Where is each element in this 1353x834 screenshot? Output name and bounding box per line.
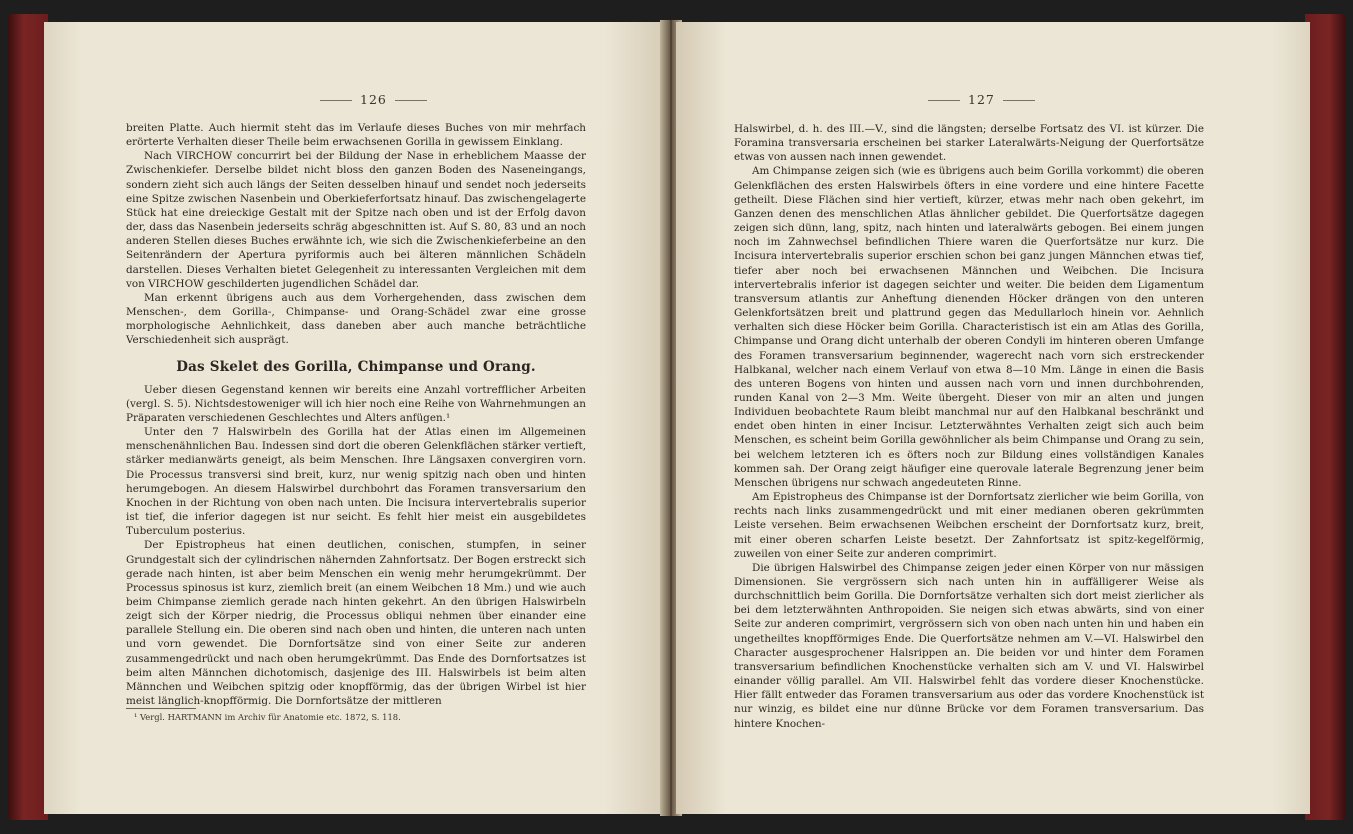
left-page [44, 22, 666, 814]
paragraph: Man erkennt übrigens auch aus dem Vorhergehenden, dass zwischen dem Menschen-, dem Gorilla-, Chimpanse- und Orang-Schädel zwar eine grosse morphologische Aehnlichkeit, dass daneben aber auch manche beträchtliche Verschiedenheit sich ausprägt. [126, 291, 586, 347]
paragraph: breiten Platte. Auch hiermit steht das im Verlaufe dieses Buches von mir mehrfach erörterte Verhalten dieser Theile beim erwachsenen Gorilla in gewissem Einklang. [126, 122, 586, 149]
paragraph: Nach VIRCHOW concurrirt bei der Bildung der Nase in erheblichem Maasse der Zwischenkiefer. Derselbe bildet nicht bloss den ganzen Boden des Naseneingangs, sondern zieht sich auch längs der Seiten desselben hinauf und sendet noch jederseits eine Spitze zwischen Nasenbein und Oberkieferfortsatz hinauf. Das zwischengelagerte Stück hat eine dreieckige Gestalt mit der Spitze nach oben und ist der Erfolg davon der, dass das Nasenbein jederseits schräg abgeschnitten ist. Auf S. 80, 83 und an noch anderen Stellen dieses Buches erwähnte ich, wie sich die Zwischenkieferbeine an den Seitenrändern der Apertura pyriformis auch bei älteren männlichen Schädeln darstellen. Dieses Verhalten bietet Gelegenheit zu interessanten Vergleichen mit dem von VIRCHOW geschilderten jugendlichen Schädel dar. [126, 150, 586, 290]
right-page-number: 127 [920, 92, 1043, 107]
right-page [676, 22, 1310, 814]
left-page-number: 126 [312, 92, 435, 107]
right-page-body [734, 122, 1204, 731]
book-cover-right [1305, 14, 1345, 820]
paragraph: Am Chimpanse zeigen sich (wie es übrigens auch beim Gorilla vorkommt) die oberen Gelenkflächen des ersten Halswirbels öfters in eine vordere und eine hintere Facette getheilt. Diese Flächen sind hier vertieft, kürzer, etwas mehr nach oben gekehrt, im Ganzen denen des menschlichen Atlas ähnlicher gebildet. Die Querfortsätze dagegen zeigen sich dünn, lang, spitz, nach hinten und lateralwärts gebogen. Bei einem jungen noch im Zahnwechsel befindlichen Thiere waren die Querfortsätze nur kurz. Die Incisura intervertebralis superior erschien schon bei ganz jungen Männchen etwas tief, tiefer aber noch bei erwachsenen Männchen und Weibchen. Die Incisura intervertebralis inferior ist dagegen seichter und weiter. Die beiden dem Ligamentum transversum atlantis zur Anheftung dienenden Höcker drängen von den unteren Gelenkfortsätzen breit und plattrund gegen das Medullarloch hinein vor. Aehnlich verhalten sich diese Höcker beim Gorilla. Characteristisch ist ein am Atlas des Gorilla, Chimpanse und Orang dicht unterhalb der oberen Condyli im hinteren oberen Umfange des Foramen transversarium beginnender, wagerecht nach vorn sich erstreckender Halbkanal, welcher nach einem Verlauf von etwa 8—10 Mm. Länge in einen die Basis des unteren Bogens von hinten und aussen nach vorn und innen durchbohrenden, runden Kanal von 2—3 Mm. Weite übergeht. Dieser von mir an alten und jungen Individuen beobachtete Raum bleibt manchmal nur auf den Halbkanal beschränkt und endet oben hinten in einer Incisur. Letzterwähntes Verhalten zeigt sich auch beim Menschen, es scheint beim Gorilla gewöhnlicher als beim Chimpanse und Orang zu sein, bei welchem letzteren ich es öfters noch zur Bildung eines vollständigen Kanales kommen sah. Der Orang zeigt häufiger eine querovale laterale Begrenzung jener beim Menschen übrigens nur schwach angedeuteten Rinne. [734, 165, 1204, 489]
paragraph: Der Epistropheus hat einen deutlichen, conischen, stumpfen, in seiner Grundgestalt sich der cylindrischen nähernden Zahnfortsatz. Der Bogen erstreckt sich gerade nach hinten, ist aber beim Menschen ein wenig mehr herumgekrümmt. Der Processus spinosus ist kurz, ziemlich breit (an einem Weibchen 18 Mm.) und wie auch beim Chimpanse ziemlich gerade nach hinten gekehrt. An den übrigen Halswirbeln zeigt sich der Körper niedrig, die Processus obliqui nehmen über einander eine parallele Stellung ein. Die oberen sind nach oben und hinten, die unteren nach unten und vorn gewendet. Die Dornfortsätze sind von einer Seite zur anderen zusammengedrückt und nach oben herumgekrümmt. Das Ende des Dornfortsatzes ist beim alten Männchen dichotomisch, dasjenige des III. Halswirbels ist beim alten Männchen und Weibchen spitzig oder knopfförmig, das der übrigen Wirbel ist hier meist länglich-knopfförmig. Die Dornfortsätze der mittleren [126, 539, 586, 708]
paragraph: Die übrigen Halswirbel des Chimpanse zeigen jeder einen Körper von nur mässigen Dimensionen. Sie vergrössern sich nach unten hin in auffälligerer Weise als durchschnittlich beim Gorilla. Die Dornfortsätze verhalten sich dort meist zierlicher als bei dem letzterwähnten Anthropoiden. Sie neigen sich etwas abwärts, sind von einer Seite zur anderen comprimirt, vergrössern sich von oben nach unten hin und haben ein ungetheiltes knopfförmiges Ende. Die Querfortsätze nehmen am V.—VI. Halswirbel den Character ausgesprochener Halsrippen an. Die beiden vor und hinter dem Foramen transversarium befindlichen Knochenstücke verhalten sich am V. und VI. Halswirbel einander völlig parallel. Am VII. Halswirbel fehlt das vordere dieser Knochenstücke. Hier fällt entweder das Foramen transversarium aus oder das vordere Knochenstück ist nur winzig, es bildet eine nur dünne Brücke vor dem Foramen transversarium. Das hintere Knochen- [734, 561, 1204, 730]
paragraph: Unter den 7 Halswirbeln des Gorilla hat der Atlas einen im Allgemeinen menschenähnlichen Bau. Indessen sind dort die oberen Gelenkflächen stärker vertieft, stärker medianwärts geneigt, als beim Menschen. Ihre Längsaxen convergiren vorn. Die Processus transversi sind breit, kurz, nur wenig spitzig nach oben und hinten herumgebogen. An diesem Halswirbel durchbohrt das Foramen transversarium den Knochen in der Richtung von oben nach unten. Die Incisura intervertebralis superior ist tief, die inferior dagegen ist nur seicht. Es fehlt hier meist ein ausgebildetes Tuberculum posterius. [126, 426, 586, 538]
section-heading: Das Skelet des Gorilla, Chimpanse und Orang. [176, 358, 536, 375]
book-cover-left [8, 14, 48, 820]
paragraph: Halswirbel, d. h. des III.—V., sind die längsten; derselbe Fortsatz des VI. ist kürzer. Die Foramina transversaria erscheinen bei starker Lateralwärts-Neigung der Querfortsätze etwas von aussen nach innen gewendet. [734, 123, 1204, 164]
footnote: ¹ Vergl. HARTMANN im Archiv für Anatomie etc. 1872, S. 118. [134, 712, 401, 722]
paragraph: Ueber diesen Gegenstand kennen wir bereits eine Anzahl vortrefflicher Arbeiten (vergl. S. 5). Nichtsdestoweniger will ich hier noch eine Reihe von Wahrnehmungen an Präparaten verschiedenen Geschlechtes und Alters anfügen.¹ [126, 383, 586, 424]
paragraph: Am Epistropheus des Chimpanse ist der Dornfortsatz zierlicher wie beim Gorilla, von rechts nach links zusammengedrückt und mit einer medianen oberen gekrümmten Leiste versehen. Beim erwachsenen Weibchen erscheint der Dornfortsatz kurz, breit, mit einer oberen scharfen Leiste besetzt. Der Zahnfortsatz ist spitz-kegelförmig, zuweilen von einer Seite zur anderen comprimirt. [734, 491, 1204, 560]
left-page-body [126, 121, 586, 708]
footnote-rule [126, 708, 196, 709]
